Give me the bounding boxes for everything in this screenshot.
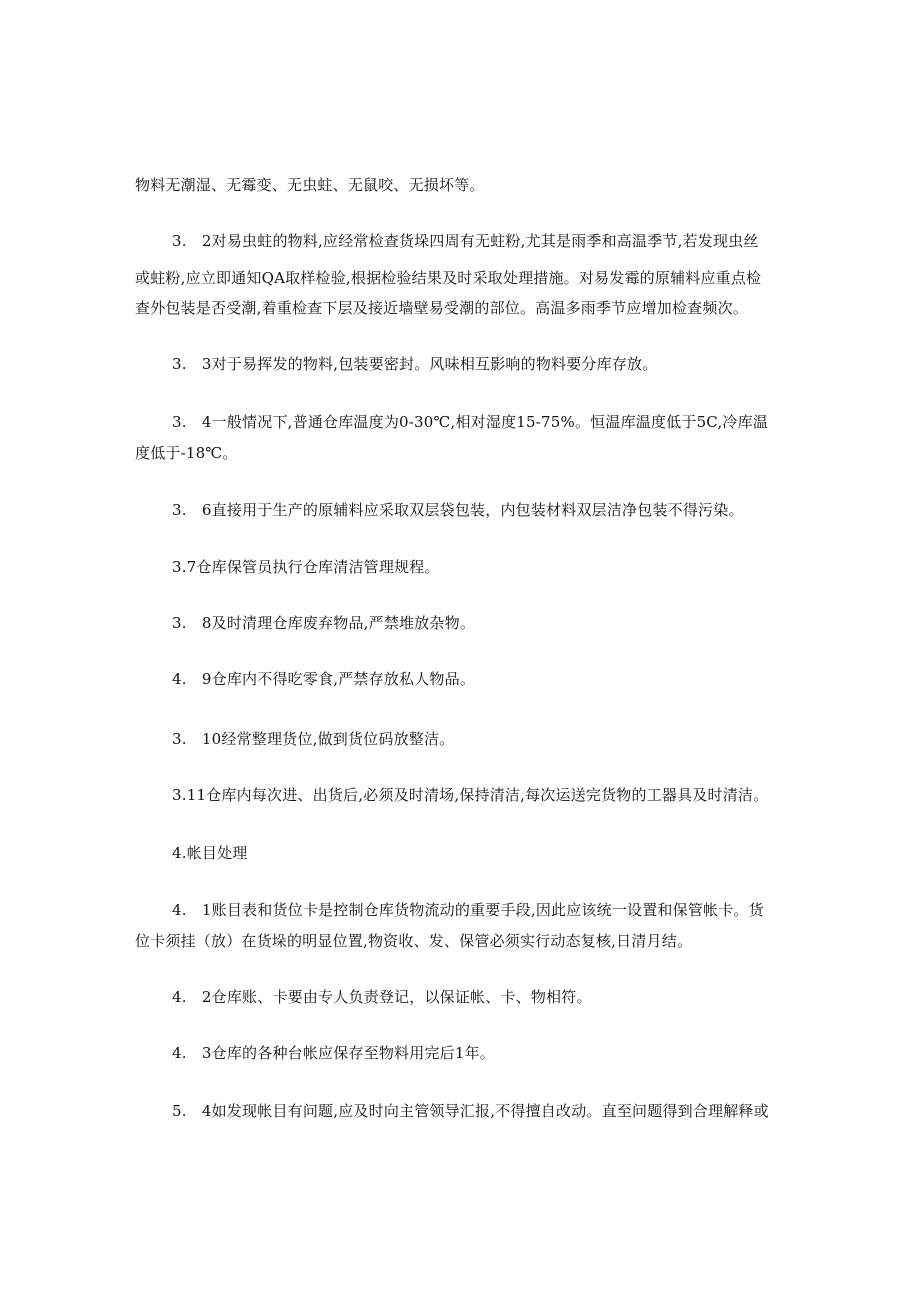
text-line: 4. 9仓库内不得吃零食,严禁存放私人物品。 xyxy=(172,670,476,688)
text-line: 3.7仓库保管员执行仓库清洁管理规程。 xyxy=(172,558,440,576)
paragraph-3-2 xyxy=(172,228,759,255)
text-line: 3. 3对于易挥发的物料,包装要密封。风味相互影响的物料要分库存放。 xyxy=(172,355,658,373)
paragraph-3-8 xyxy=(172,610,475,637)
paragraph-3-3 xyxy=(172,351,657,378)
paragraph-3-4 xyxy=(172,409,768,436)
text-line: 物料无潮湿、无霉变、无虫蛀、无鼠咬、无损坏等。 xyxy=(135,176,485,194)
section-heading-4 xyxy=(172,840,248,867)
paragraph-continued xyxy=(135,172,485,199)
text-line: 4. 3仓库的各种台帐应保存至物料用完后1年。 xyxy=(172,1044,496,1062)
text-line: 3. 6直接用于生产的原辅料应采取双层袋包装，内包装材料双层洁净包装不得污染。 xyxy=(172,501,744,519)
text-line: 3.11仓库内每次进、出货后,必须及时清场,保持清洁,每次运送完货物的工器具及时清洁。 xyxy=(172,786,769,804)
text-line: 或蛀粉,应立即通知QA取样检验,根据检验结果及时采取处理措施。对易发霉的原辅料应重点检 xyxy=(135,269,762,287)
text-line: 3. 4一般情况下,普通仓库温度为0-30℃,相对湿度15-75%。恒温库温度低于5C,冷库温 xyxy=(172,413,769,431)
paragraph-3-10 xyxy=(172,726,454,753)
paragraph-4-2 xyxy=(172,984,592,1011)
paragraph-4-9 xyxy=(172,666,475,693)
paragraph-3-11 xyxy=(172,782,768,809)
text-line: 4. 2仓库账、卡要由专人负责登记，以保证帐、卡、物相符。 xyxy=(172,988,592,1006)
paragraph-3-7 xyxy=(172,554,440,581)
text-line: 位卡须挂（放）在货垛的明显位置,物资收、发、保管必须实行动态复核,日清月结。 xyxy=(135,932,693,950)
text-line: 3. 8及时清理仓库废弃物品,严禁堆放杂物。 xyxy=(172,614,476,632)
text-line: 3. 2对易虫蛀的物料,应经常检查货垛四周有无蛀粉,尤其是雨季和高温季节,若发现虫丝 xyxy=(172,232,759,250)
text-line: 查外包装是否受潮,着重检查下层及接近墙壁易受潮的部位。高温多雨季节应增加检查频次。 xyxy=(135,299,748,317)
paragraph-5-4 xyxy=(172,1098,769,1125)
paragraph-4-3 xyxy=(172,1040,495,1067)
paragraph-3-2-cont xyxy=(135,295,748,322)
text-line: 4.帐目处理 xyxy=(172,844,248,862)
paragraph-3-2-cont xyxy=(135,265,761,292)
text-line: 5. 4如发现帐目有问题,应及时向主管领导汇报,不得擅自改动。直至问题得到合理解释或 xyxy=(172,1102,769,1120)
paragraph-3-4-cont xyxy=(135,440,238,467)
paragraph-4-1 xyxy=(172,897,764,924)
paragraph-3-6 xyxy=(172,497,744,524)
text-line: 度低于-18℃。 xyxy=(135,444,238,462)
paragraph-4-1-cont xyxy=(135,928,692,955)
text-line: 4. 1账目表和货位卡是控制仓库货物流动的重要手段,因此应该统一设置和保管帐卡。货 xyxy=(172,901,764,919)
text-line: 3. 10经常整理货位,做到货位码放整洁。 xyxy=(172,730,455,748)
